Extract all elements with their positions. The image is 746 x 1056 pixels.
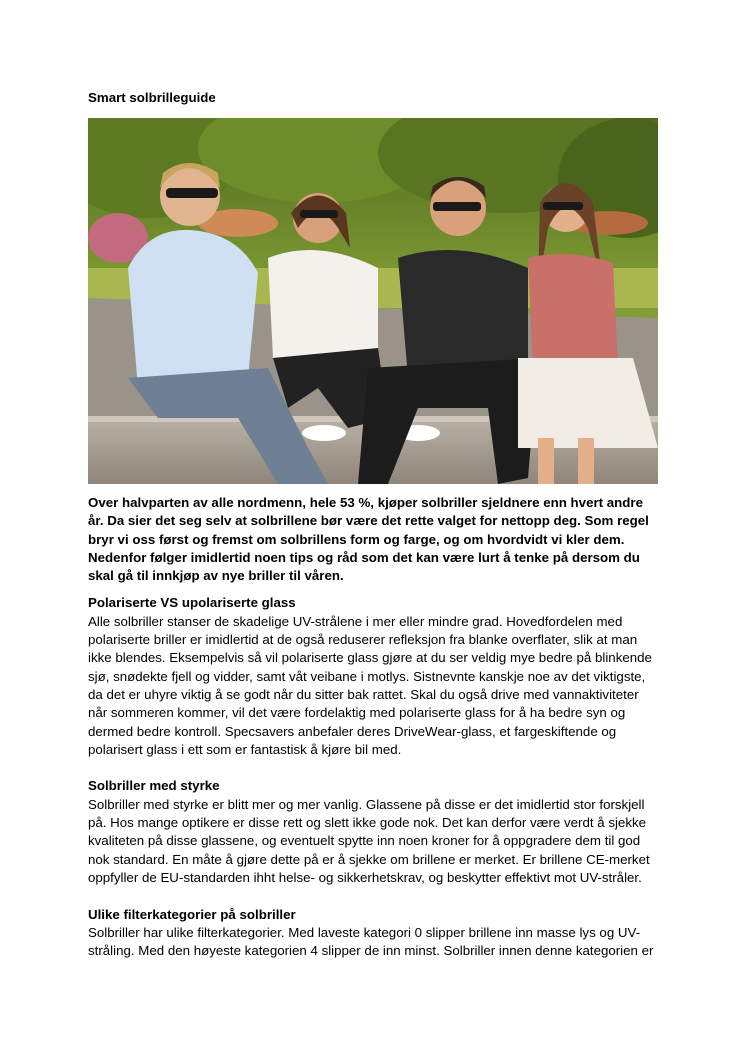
section-body: Alle solbriller stanser de skadelige UV-strålene i mer eller mindre grad. Hovedfordelen med polariserte briller er imidlertid at de også reduserer refleksjon fra blanke overflater, slik at man ikke blendes. Eksempelvis så vil polariserte glass gjøre at du ser veldig mye bedre på blinkende sjø, snødekte fjell og vidder, samt våt veibane i motlys. Sistnevnte kanskje noe av det viktigste, da det er uhyre viktig å se godt når du sitter bak rattet. Skal du også drive med vannaktiviteter når sommeren kommer, vil det være fordelaktig med polariserte glass for å ha bedre syn og dermed bedre kontroll. Specsavers anbefaler deres DriveWear-glass, et fargeskiftende og polarisert glass i ett som er fantastisk å kjøre bil med.	[88, 613, 652, 757]
group-photo	[88, 118, 658, 484]
section-heading: Ulike filterkategorier på solbriller	[88, 906, 296, 922]
section-body: Solbriller med styrke er blitt mer og mer vanlig. Glassene på disse er det imidlertid stor forskjell på. Hos mange optikere er disse rett og slett ikke gode nok. Det kan derfor være verdt å sjekke kvaliteten på disse glassene, og eventuelt spytte inn noen kroner for å oppgradere dem til god nok standard. En måte å gjøre dette på er å sjekke om brillene er merket. Er brillene CE-merket oppfyller de EU-standarden ihht helse- og sikkerhetskrav, og beskytter effektivt mot UV-stråler.	[88, 796, 650, 885]
section-heading: Polariserte VS upolariserte glass	[88, 595, 296, 611]
document-title: Smart solbrilleguide	[88, 90, 216, 105]
section-heading: Solbriller med styrke	[88, 778, 220, 794]
section-polarized	[88, 594, 660, 759]
section-filter-categories	[88, 906, 660, 961]
section-prescription	[88, 777, 660, 887]
article-body	[88, 494, 660, 979]
intro-paragraph: Over halvparten av alle nordmenn, hele 53 %, kjøper solbriller sjeldnere enn hvert andre år. Da sier det seg selv at solbrillene bør være det rette valget for nettopp deg. Som regel bryr vi oss først og fremst om solbrillens form og farge, og om hvordvidt vi kler dem. Nedenfor følger imidlertid noen tips og råd som det kan være lurt å tenke på dersom du skal gå til innkjøp av nye briller til våren.	[88, 495, 649, 584]
section-body: Solbriller har ulike filterkategorier. Med laveste kategori 0 slipper brillene inn masse lys og UV-stråling. Med den høyeste kategorien 4 slipper de inn minst. Solbriller innen denne kategorien er	[88, 924, 654, 959]
